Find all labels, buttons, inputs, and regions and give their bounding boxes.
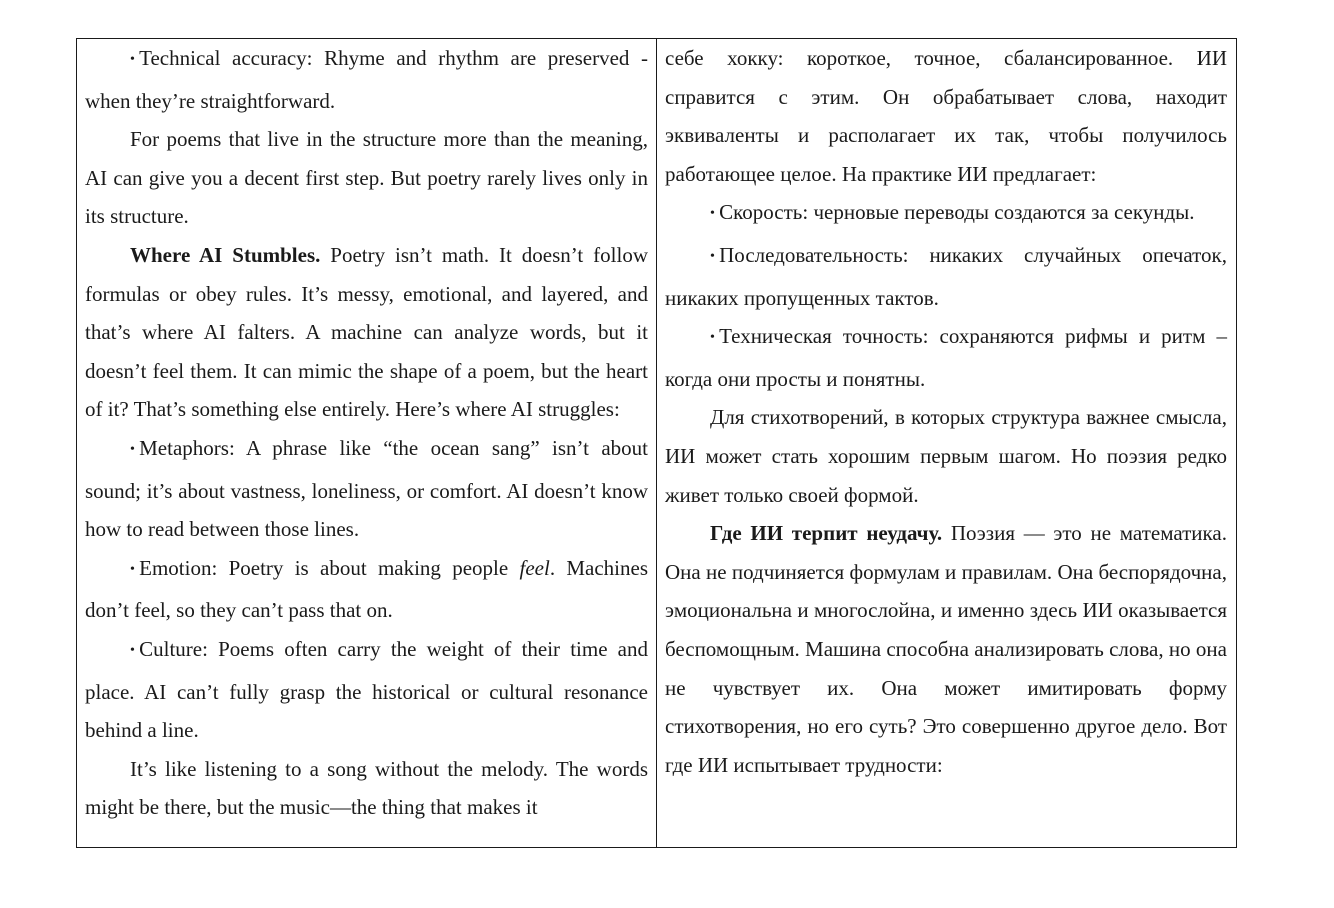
paragraph-text: Последовательность: никаких случайных опечаток, никаких пропущенных тактов. [665,242,1227,310]
section-heading: Где ИИ терпит неудачу. [710,521,943,546]
paragraph-haiku [665,39,1227,193]
bullet-icon: • [130,561,135,577]
bullet-paragraph-culture [85,630,648,750]
paragraph-text: . Machines don’t feel, so they can’t pass that on. [85,555,648,623]
paragraph-text: It’s like listening to a song without the melody. The words might be there, but the music—the thing that makes it [85,756,648,820]
bullet-paragraph-consistency [665,236,1227,317]
paragraph-where-ai-stumbles [85,236,648,429]
paragraph-text: Скорость: черновые переводы создаются за секунды. [719,200,1195,225]
paragraph-text: Poetry isn’t math. It doesn’t follow formulas or obey rules. It’s messy, emotional, and layered, and that’s where AI falters. A machine can analyze words, but it doesn’t feel them. It can mimic the shape of a poem, but the heart of it? That’s something else entirely. Here’s where AI struggles: [85,242,648,422]
paragraph-text: Техническая точность: сохраняются рифмы и ритм – когда они просты и понятны. [665,324,1227,391]
russian-column [657,39,1236,847]
paragraph-song-without-melody [85,750,648,827]
bullet-paragraph-speed [665,193,1227,236]
bullet-paragraph-technical-accuracy-ru [665,317,1227,398]
section-heading: Where AI Stumbles. [130,242,321,267]
bullet-icon: • [710,330,715,346]
paragraph-text: Поэзия — это не математика. Она не подчиняется формулам и правилам. Она беспорядочна, эмоциональна и многослойна, и именно здесь ИИ оказывается беспомощным. Машина способна анализировать слова, но она не чувствует их. Она может имитировать форму стихотворения, но его суть? Это совершенно другое дело. Вот где ИИ испытывает трудности: [665,521,1227,777]
bullet-icon: • [710,206,715,222]
paragraph-text: Для стихотворений, в которых структура важнее смысла, ИИ может стать хорошим первым шагом. Но поэзия редко живет только своей формой. [665,405,1227,507]
bullet-paragraph-metaphors [85,429,648,549]
paragraph-text: Emotion: Poetry is about making people [139,555,520,580]
paragraph-text: Metaphors: A phrase like “the ocean sang” isn’t about sound; it’s about vastness, loneliness, or comfort. AI doesn’t know how to read between those lines. [85,435,648,542]
paragraph-text: себе хокку: короткое, точное, сбалансированное. ИИ справится с этим. Он обрабатывает слова, находит эквиваленты и располагает их так, чтобы получилось работающее целое. На практике ИИ предлагает: [665,46,1227,186]
paragraph-structure-ru [665,398,1227,514]
emphasis-text: feel [519,555,550,580]
bullet-icon: • [130,642,135,658]
paragraph-where-ai-fails [665,514,1227,784]
bullet-paragraph-technical-accuracy [85,39,648,120]
bilingual-text-table [76,38,1237,848]
english-column [77,39,657,847]
paragraph-text: Culture: Poems often carry the weight of their time and place. AI can’t fully grasp the historical or cultural resonance behind a line. [85,636,648,743]
bullet-paragraph-emotion [85,549,648,630]
bullet-icon: • [710,248,715,264]
paragraph-text: For poems that live in the structure more than the meaning, AI can give you a decent first step. But poetry rarely lives only in its structure. [85,127,648,229]
bullet-icon: • [130,441,135,457]
bullet-icon: • [130,52,135,67]
paragraph-text: Technical accuracy: Rhyme and rhythm are preserved - when they’re straightforward. [85,46,648,113]
paragraph-structure [85,120,648,236]
